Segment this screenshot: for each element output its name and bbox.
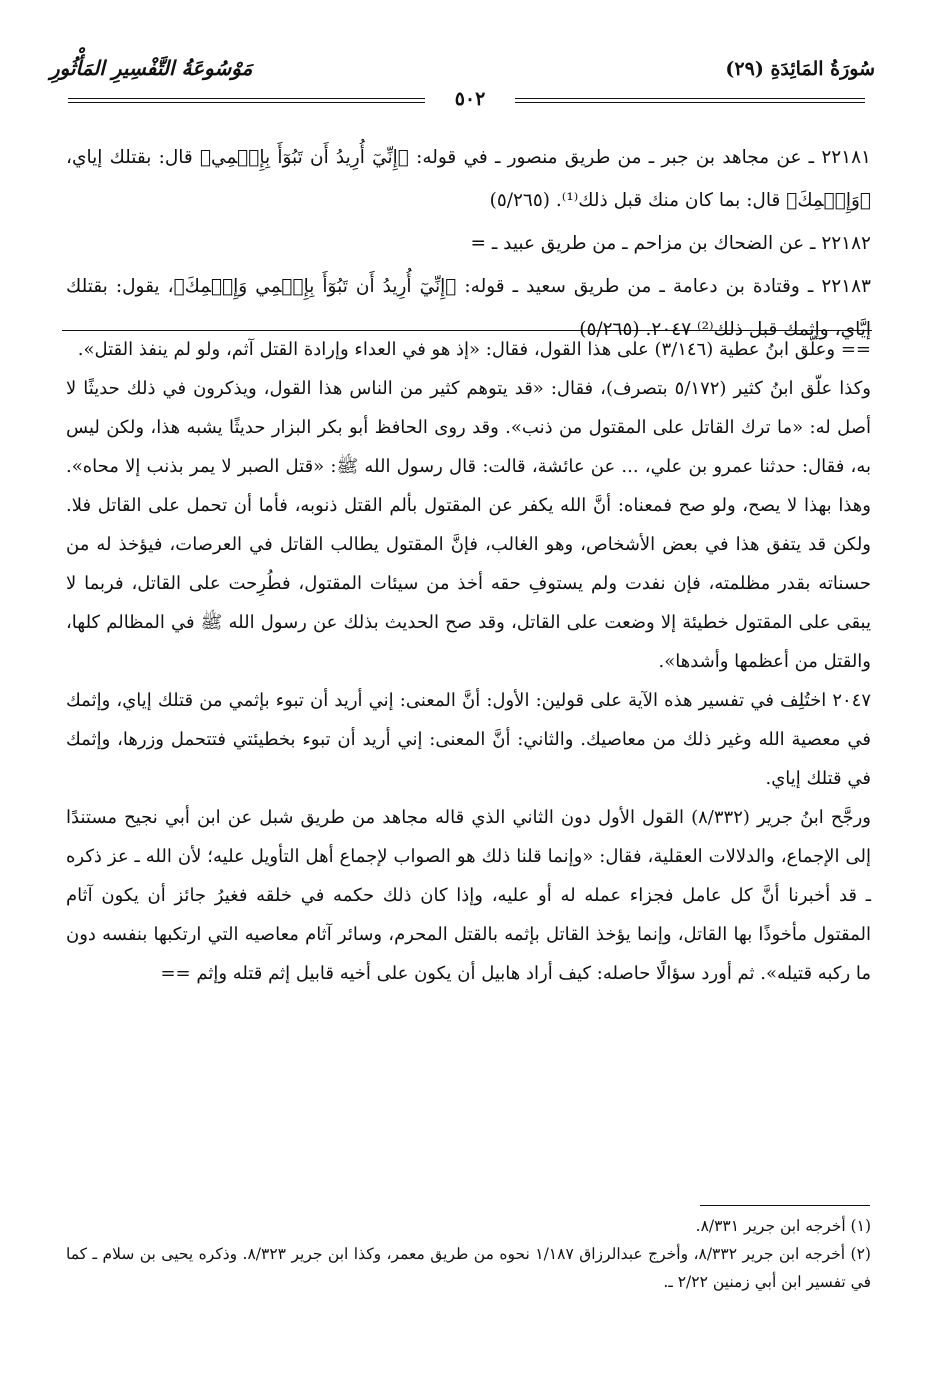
commentary	[66, 330, 871, 993]
footnote-1: (١) أخرجه ابن جرير ٨/٣٣١.	[695, 1217, 871, 1235]
footnote-2: (٢) أخرجه ابن جرير ٨/٣٣٢، وأخرج عبدالرزاق ١/١٨٧ نحوه من طريق معمر، وكذا ابن جرير ٨/٣٢٣. وذكره يحيى بن سلام ـ كما في تفسير ابن أبي زمنين ٢/٢٢ ـ.	[66, 1245, 871, 1291]
narration-22182: ٢٢١٨٢ ـ عن الضحاك بن مزاحم ـ من طريق عبيد ـ =	[470, 233, 871, 254]
narration-22183: ٢٢١٨٣ ـ وقتادة بن دعامة ـ من طريق سعيد ـ قوله: ﴿إِنِّيٓ أُرِيدُ أَن تَبُوٓأَ بِإِثۡمِي وَإِثۡمِكَ﴾، يقول: بقتلك إيَّاي، وإثمك قبل ذلك⁽²⁾ ٢٠٤٧. (٥/٢٦٥)	[66, 276, 871, 340]
commentary-note-2047: ٢٠٤٧ اختُلِف في تفسير هذه الآية على قولين: الأول: أنَّ المعنى: إني أريد أن تبوء بإثمي من قتلك إياي، وإثمك في معصية الله وغير ذلك من معاصيك. والثاني: أنَّ المعنى: إني أريد أن تبوء بخطيئتي فتتحمل وزرها، وإثمك في قتلك إياي.	[66, 690, 871, 789]
surah-title: سُورَةُ المَائِدَةِ (٢٩)	[725, 58, 875, 80]
commentary-ibn-atiyya: == وعلّق ابنُ عطية (٣/١٤٦) على هذا القول، فقال: «إذ هو في العداء وإرادة القتل آثم، ولو لم ينفذ القتل».	[77, 339, 871, 360]
narration-22181: ٢٢١٨١ ـ عن مجاهد بن جبر ـ من طريق منصور ـ في قوله: ﴿إِنِّيٓ أُرِيدُ أَن تَبُوٓأَ بِإِثۡمِي﴾ قال: بقتلك إياي، ﴿وَإِثۡمِكَ﴾ قال: بما كان منك قبل ذلك⁽¹⁾. (٥/٢٦٥)	[66, 147, 871, 211]
commentary-ibn-kathir: وكذا علّق ابنُ كثير (٥/١٧٢ بتصرف)، فقال: «قد يتوهم كثير من الناس هذا القول، ويذكرون في ذلك حديثًا لا أصل له: «ما ترك القاتل على المقتول من ذنب». وقد روى الحافظ أبو بكر البزار حديثًا يشبه هذا، ولكن ليس به، فقال: حدثنا عمرو بن علي، ... عن عائشة، قالت: قال رسول الله ﷺ: «قتل الصبر لا يمر بذنب إلا محاه». وهذا بهذا لا يصح، ولو صح فمعناه: أنَّ الله يكفر عن المقتول بألم القتل ذنوبه، فأما أن تحمل على القاتل فلا. ولكن قد يتفق هذا في بعض الأشخاص، وهو الغالب، فإنَّ المقتول يطالب القاتل في العرصات، فيؤخذ له من حسناته بقدر مظلمته، فإن نفدت ولم يستوفِ حقه أخذ من سيئات المقتول، فطُرِحت على القاتل، فربما لا يبقى على المقتول خطيئة إلا وضعت على القاتل، وقد صح الحديث بذلك عن رسول الله ﷺ في المظالم كلها، والقتل من أعظمها وأشدها».	[66, 378, 872, 672]
narrations	[66, 136, 871, 351]
footnotes	[66, 1212, 871, 1296]
page-number: ٥٠٢	[425, 88, 515, 110]
book-title: مَوْسُوعَةُ التَّفْسِيرِ المَأْثُورِ	[50, 56, 253, 80]
footnote-separator	[700, 1205, 870, 1206]
commentary-ibn-jarir: ورجَّح ابنُ جرير (٨/٣٣٢) القول الأول دون الثاني الذي قاله مجاهد من طريق شبل عن ابن أبي نجيح مستندًا إلى الإجماع، والدلالات العقلية، فقال: «وإنما قلنا ذلك هو الصواب لإجماع أهل التأويل عليه؛ لأن الله ـ عز ذكره ـ قد أخبرنا أنَّ كل عامل فجزاء عمله له أو عليه، وإذا كان ذلك حكمه في خلقه فغيرُ جائز أن يكون آثام المقتول مأخوذًا بها القاتل، وإنما يؤخذ القاتل بإثمه بالقتل المحرم، وسائر آثام معاصيه التي ارتكبها بنفسه دون ما ركبه قتيله». ثم أورد سؤالًا حاصله: كيف أراد هابيل أن يكون على أخيه قابيل إثم قتله وإثم ==	[66, 807, 872, 984]
